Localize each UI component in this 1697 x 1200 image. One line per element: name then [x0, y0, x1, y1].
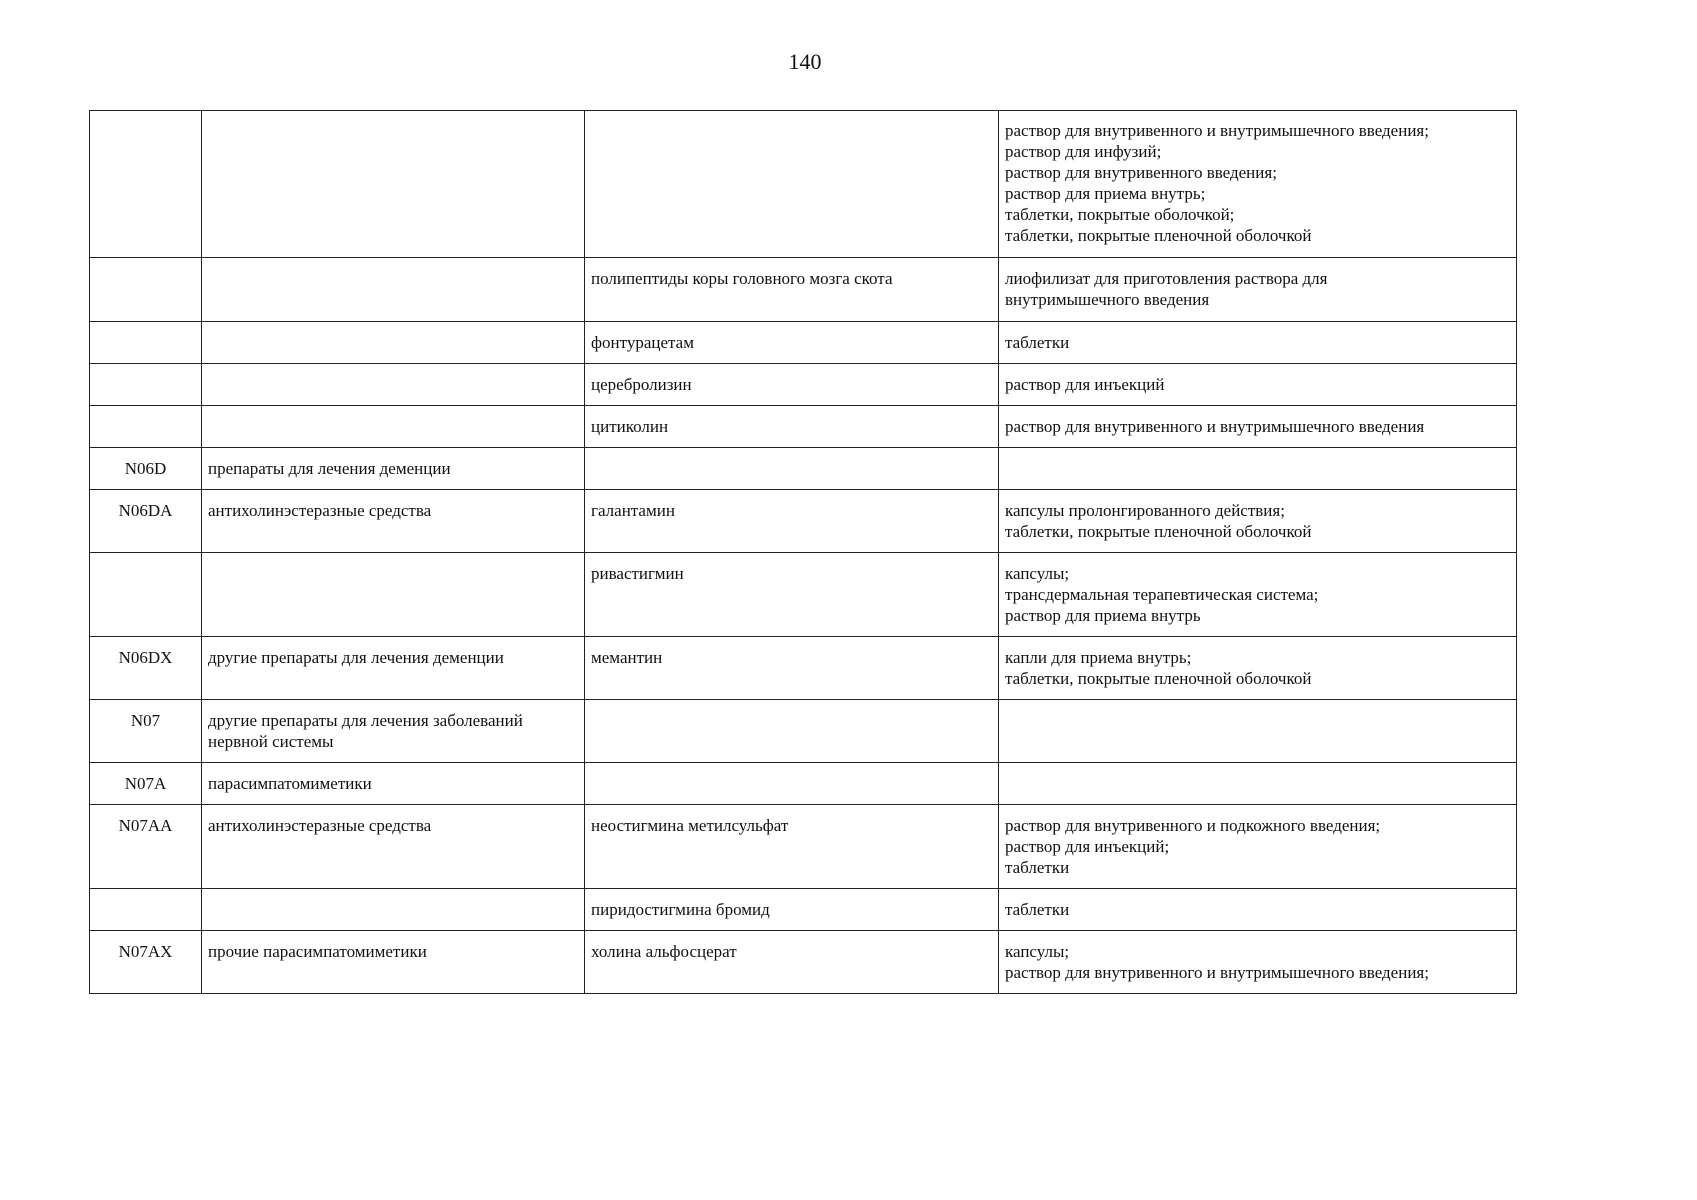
drug-name-cell: цитиколин — [585, 406, 999, 448]
dosage-forms-cell: лиофилизат для приготовления раствора для внутримышечного введения — [999, 258, 1517, 322]
table-row — [90, 111, 1517, 258]
table-row — [90, 364, 1517, 406]
dosage-forms-cell — [999, 700, 1517, 763]
dosage-forms-cell: капли для приема внутрь; таблетки, покрытые пленочной оболочкой — [999, 637, 1517, 700]
drug-name-cell — [585, 448, 999, 490]
dosage-forms-cell: раствор для внутривенного и подкожного введения; раствор для инъекций; таблетки — [999, 805, 1517, 889]
dosage-forms-cell: капсулы; трансдермальная терапевтическая система; раствор для приема внутрь — [999, 553, 1517, 637]
drug-name-cell — [585, 111, 999, 258]
table-row — [90, 406, 1517, 448]
dosage-forms-cell: капсулы пролонгированного действия; таблетки, покрытые пленочной оболочкой — [999, 490, 1517, 553]
dosage-forms-cell: таблетки — [999, 322, 1517, 364]
table-row — [90, 931, 1517, 994]
drug-name-cell: ривастигмин — [585, 553, 999, 637]
atc-code-cell: N06DA — [90, 490, 202, 553]
group-name-cell: антихолинэстеразные средства — [202, 805, 585, 889]
group-name-cell: прочие парасимпатомиметики — [202, 931, 585, 994]
drug-name-cell: неостигмина метилсульфат — [585, 805, 999, 889]
atc-code-cell — [90, 553, 202, 637]
table-row — [90, 637, 1517, 700]
atc-code-cell — [90, 322, 202, 364]
page-number: 140 — [788, 49, 822, 74]
dosage-forms-cell: капсулы; раствор для внутривенного и внутримышечного введения; — [999, 931, 1517, 994]
dosage-forms-cell: раствор для инъекций — [999, 364, 1517, 406]
dosage-forms-cell — [999, 448, 1517, 490]
table-row — [90, 805, 1517, 889]
atc-code-cell: N07 — [90, 700, 202, 763]
group-name-cell — [202, 364, 585, 406]
drug-name-cell: полипептиды коры головного мозга скота — [585, 258, 999, 322]
drug-name-cell — [585, 700, 999, 763]
atc-code-cell: N06DX — [90, 637, 202, 700]
atc-code-cell: N07A — [90, 763, 202, 805]
group-name-cell: другие препараты для лечения деменции — [202, 637, 585, 700]
atc-code-cell — [90, 406, 202, 448]
atc-code-cell — [90, 258, 202, 322]
atc-code-cell — [90, 111, 202, 258]
table-row — [90, 763, 1517, 805]
atc-code-cell: N06D — [90, 448, 202, 490]
drug-name-cell: фонтурацетам — [585, 322, 999, 364]
group-name-cell: другие препараты для лечения заболеваний нервной системы — [202, 700, 585, 763]
atc-code-cell: N07AX — [90, 931, 202, 994]
group-name-cell: парасимпатомиметики — [202, 763, 585, 805]
atc-code-cell — [90, 364, 202, 406]
drug-name-cell: пиридостигмина бромид — [585, 889, 999, 931]
dosage-forms-cell: таблетки — [999, 889, 1517, 931]
table-row — [90, 700, 1517, 763]
group-name-cell: препараты для лечения деменции — [202, 448, 585, 490]
table-row — [90, 490, 1517, 553]
table-row — [90, 889, 1517, 931]
table-row — [90, 553, 1517, 637]
table-row — [90, 448, 1517, 490]
drug-name-cell: холина альфосцерат — [585, 931, 999, 994]
atc-code-cell — [90, 889, 202, 931]
drug-name-cell: галантамин — [585, 490, 999, 553]
group-name-cell — [202, 406, 585, 448]
medication-table — [89, 110, 1517, 994]
atc-code-cell: N07AA — [90, 805, 202, 889]
table-row — [90, 258, 1517, 322]
table-row — [90, 322, 1517, 364]
drug-name-cell: мемантин — [585, 637, 999, 700]
dosage-forms-cell: раствор для внутривенного и внутримышечного введения; раствор для инфузий; раствор для внутривенного введения; раствор для приема внутрь; таблетки, покрытые оболочкой; таблетки, покрытые пленочной оболочкой — [999, 111, 1517, 258]
group-name-cell — [202, 889, 585, 931]
drug-name-cell: церебролизин — [585, 364, 999, 406]
drug-name-cell — [585, 763, 999, 805]
group-name-cell — [202, 322, 585, 364]
dosage-forms-cell — [999, 763, 1517, 805]
group-name-cell — [202, 553, 585, 637]
dosage-forms-cell: раствор для внутривенного и внутримышечного введения — [999, 406, 1517, 448]
group-name-cell — [202, 111, 585, 258]
group-name-cell — [202, 258, 585, 322]
group-name-cell: антихолинэстеразные средства — [202, 490, 585, 553]
